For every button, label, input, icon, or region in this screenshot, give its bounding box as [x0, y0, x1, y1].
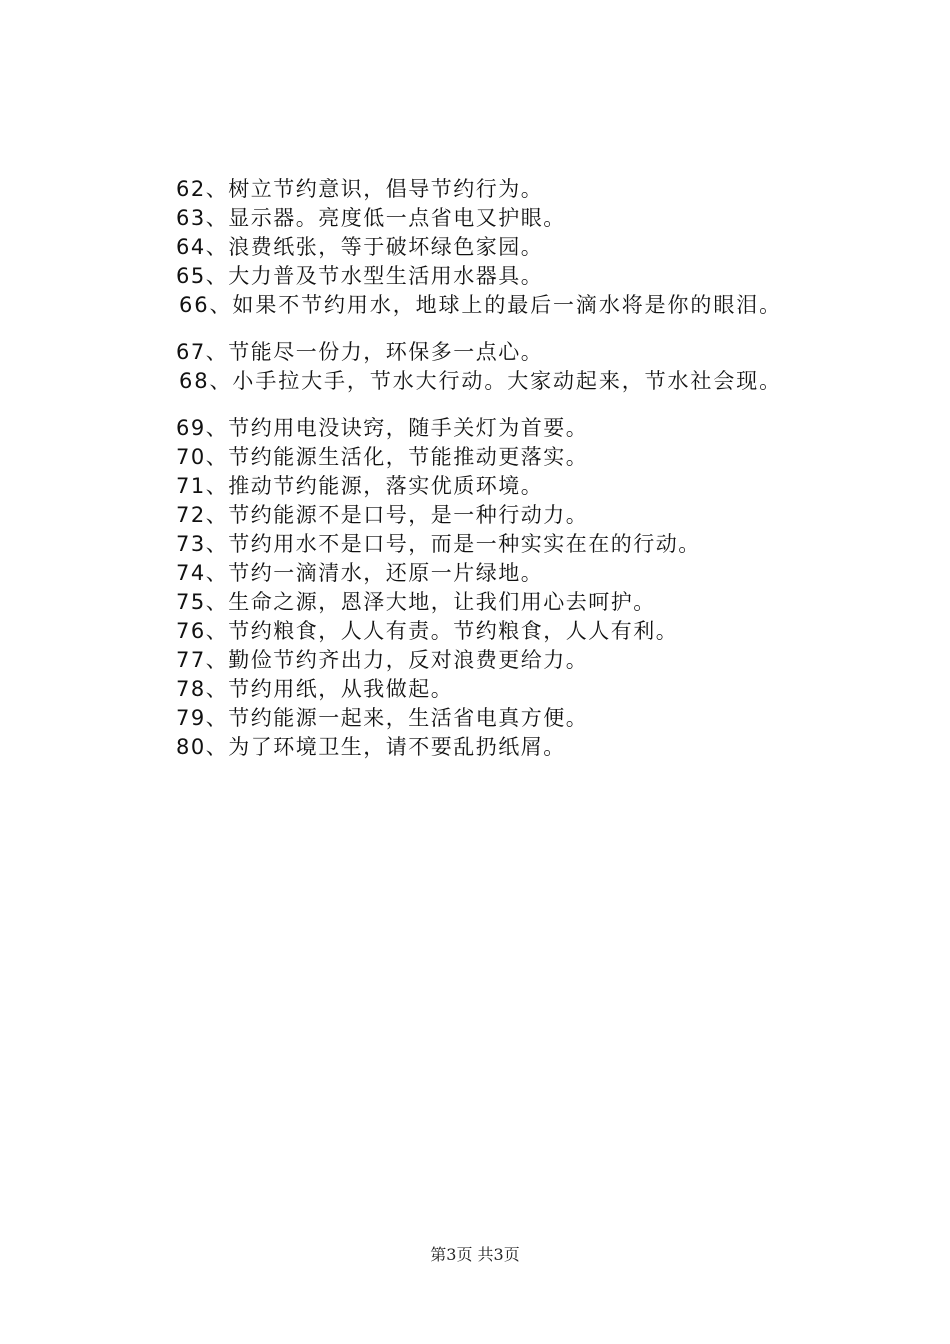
slogan-line: 65、大力普及节水型生活用水器具。 — [176, 264, 544, 288]
slogan-line: 80、为了环境卫生，请不要乱扔纸屑。 — [176, 735, 566, 759]
slogan-line: 75、生命之源，恩泽大地，让我们用心去呵护。 — [176, 590, 656, 614]
slogan-line: 64、浪费纸张，等于破坏绿色家园。 — [176, 235, 544, 259]
slogan-line: 67、节能尽一份力，环保多一点心。 — [176, 340, 544, 364]
slogan-line: 71、推动节约能源，落实优质环境。 — [176, 474, 544, 498]
page-number-footer: 第3页 共3页 — [430, 1245, 520, 1264]
slogan-line: 66、如果不节约用水，地球上的最后一滴水将是你的眼泪。 — [179, 293, 783, 317]
slogan-line: 62、树立节约意识，倡导节约行为。 — [176, 177, 544, 201]
slogan-line: 76、节约粮食，人人有责。节约粮食，人人有利。 — [176, 619, 679, 643]
slogan-line: 78、节约用纸，从我做起。 — [176, 677, 454, 701]
slogan-line: 72、节约能源不是口号，是一种行动力。 — [176, 503, 589, 527]
slogan-line: 69、节约用电没诀窍，随手关灯为首要。 — [176, 416, 589, 440]
slogan-line: 74、节约一滴清水，还原一片绿地。 — [176, 561, 544, 585]
slogan-line: 77、勤俭节约齐出力，反对浪费更给力。 — [176, 648, 589, 672]
slogan-line: 63、显示器。亮度低一点省电又护眼。 — [176, 206, 566, 230]
slogan-line: 70、节约能源生活化，节能推动更落实。 — [176, 445, 589, 469]
slogan-line: 73、节约用水不是口号，而是一种实实在在的行动。 — [176, 532, 701, 556]
slogan-list — [176, 175, 936, 762]
slogan-line: 68、小手拉大手，节水大行动。大家动起来，节水社会现。 — [179, 369, 783, 393]
slogan-line: 79、节约能源一起来，生活省电真方便。 — [176, 706, 589, 730]
